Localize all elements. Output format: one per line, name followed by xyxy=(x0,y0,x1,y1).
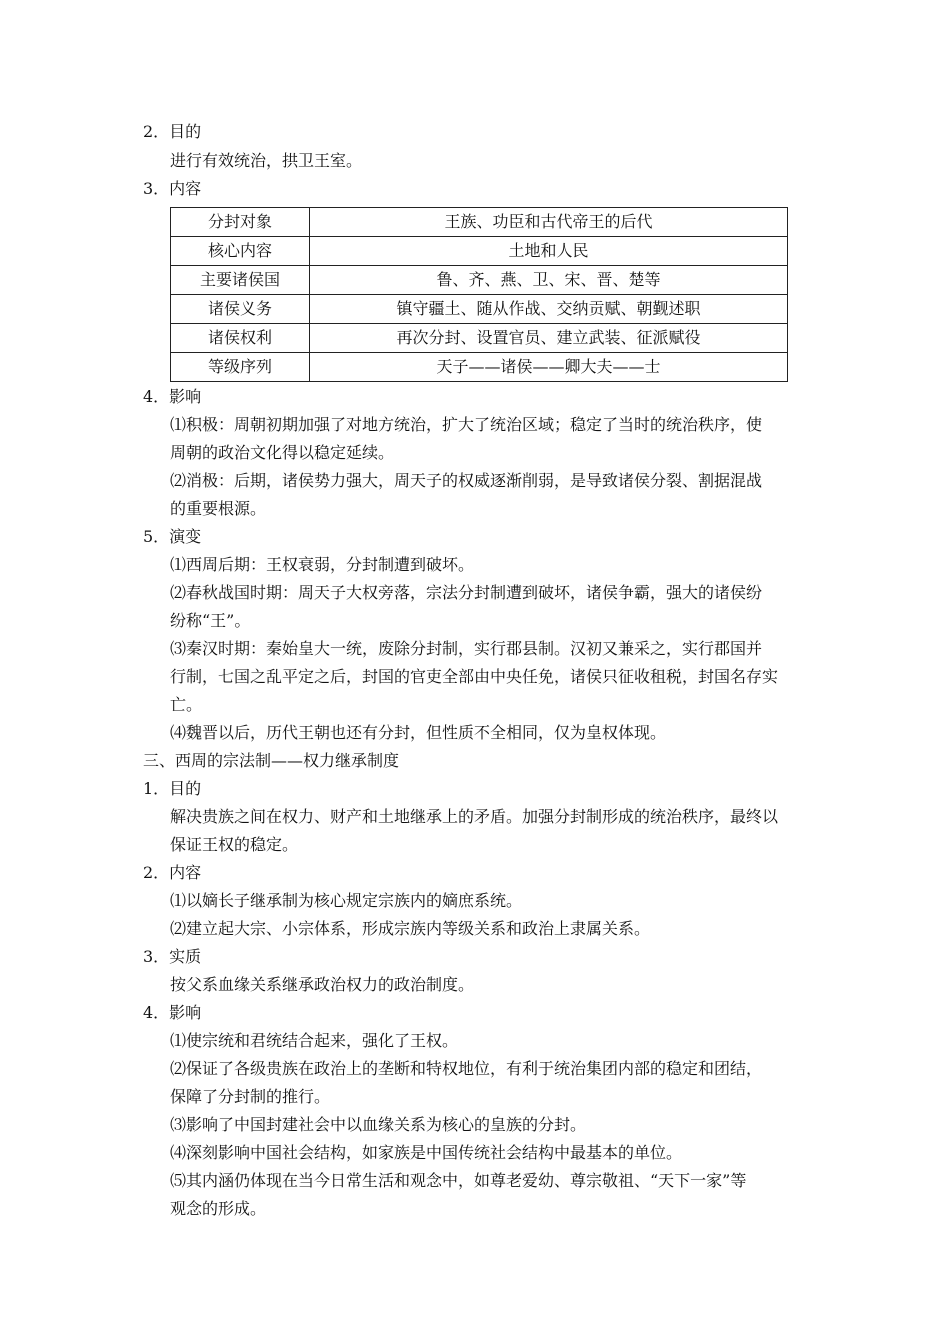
table-row xyxy=(171,324,788,353)
paragraph-line: 周朝的政治文化得以稳定延续。 xyxy=(170,443,395,462)
table-key-cell: 主要诸侯国 xyxy=(171,266,310,295)
section-heading: 4．影响 xyxy=(143,1003,202,1022)
table-key-cell: 等级序列 xyxy=(171,353,310,382)
paragraph-line: ⑸其内涵仍体现在当今日常生活和观念中，如尊老爱幼、尊宗敬祖、“天下一家”等 xyxy=(170,1171,747,1190)
paragraph-line: ⑵消极：后期，诸侯势力强大，周天子的权威逐渐削弱，是导致诸侯分裂、割据混战 xyxy=(170,471,763,490)
paragraph-line: 纷称“王”。 xyxy=(170,611,251,630)
table-row xyxy=(171,237,788,266)
paragraph-line: 的重要根源。 xyxy=(170,499,267,518)
table-row xyxy=(171,295,788,324)
table-value-cell: 镇守疆土、随从作战、交纳贡赋、朝觐述职 xyxy=(310,295,788,324)
paragraph-line: ⑵建立起大宗、小宗体系，形成宗族内等级关系和政治上隶属关系。 xyxy=(170,919,651,938)
table-value-cell: 再次分封、设置官员、建立武装、征派赋役 xyxy=(310,324,788,353)
table-row xyxy=(171,266,788,295)
table-row xyxy=(171,208,788,237)
table-value-cell: 鲁、齐、燕、卫、宋、晋、楚等 xyxy=(310,266,788,295)
table-key-cell: 诸侯权利 xyxy=(171,324,310,353)
section-heading: 2．内容 xyxy=(143,863,202,882)
enfeoffment-table xyxy=(170,207,788,382)
paragraph-line: ⑵春秋战国时期：周天子大权旁落，宗法分封制遭到破坏，诸侯争霸，强大的诸侯纷 xyxy=(170,583,763,602)
table-value-cell: 天子——诸侯——卿大夫——士 xyxy=(310,353,788,382)
paragraph-line: ⑴西周后期：王权衰弱，分封制遭到破坏。 xyxy=(170,555,475,574)
section-heading: 3．实质 xyxy=(143,947,202,966)
table-value-cell: 土地和人民 xyxy=(310,237,788,266)
table-value-cell: 王族、功臣和古代帝王的后代 xyxy=(310,208,788,237)
paragraph-line: 按父系血缘关系继承政治权力的政治制度。 xyxy=(170,975,475,994)
table-key-cell: 分封对象 xyxy=(171,208,310,237)
section-heading: 3．内容 xyxy=(143,179,202,198)
paragraph-line: ⑷深刻影响中国社会结构，如家族是中国传统社会结构中最基本的单位。 xyxy=(170,1143,683,1162)
section-heading: 1．目的 xyxy=(143,779,202,798)
table-key-cell: 核心内容 xyxy=(171,237,310,266)
section-heading: 4．影响 xyxy=(143,387,202,406)
table-row xyxy=(171,353,788,382)
paragraph-line: 解决贵族之间在权力、财产和土地继承上的矛盾。加强分封制形成的统治秩序，最终以 xyxy=(170,807,779,826)
paragraph-line: ⑴积极：周朝初期加强了对地方统治，扩大了统治区域；稳定了当时的统治秩序，使 xyxy=(170,415,763,434)
paragraph-line: ⑵保证了各级贵族在政治上的垄断和特权地位，有利于统治集团内部的稳定和团结， xyxy=(170,1059,763,1078)
section-heading: 5．演变 xyxy=(143,527,202,546)
paragraph-line: ⑶影响了中国封建社会中以血缘关系为核心的皇族的分封。 xyxy=(170,1115,587,1134)
table-key-cell: 诸侯义务 xyxy=(171,295,310,324)
section-heading: 2．目的 xyxy=(143,122,202,141)
paragraph-line: ⑶秦汉时期：秦始皇大一统，废除分封制，实行郡县制。汉初又兼采之，实行郡国并 xyxy=(170,639,763,658)
paragraph-line: ⑷魏晋以后，历代王朝也还有分封，但性质不全相同，仅为皇权体现。 xyxy=(170,723,667,742)
paragraph-line: 进行有效统治，拱卫王室。 xyxy=(170,151,363,170)
paragraph-line: 亡。 xyxy=(170,695,203,714)
paragraph-line: ⑴使宗统和君统结合起来，强化了王权。 xyxy=(170,1031,459,1050)
paragraph-line: 保证王权的稳定。 xyxy=(170,835,299,854)
paragraph-line: 观念的形成。 xyxy=(170,1199,267,1218)
paragraph-line: 保障了分封制的推行。 xyxy=(170,1087,331,1106)
part-title: 三、西周的宗法制——权力继承制度 xyxy=(143,751,400,770)
paragraph-line: ⑴以嫡长子继承制为核心规定宗族内的嫡庶系统。 xyxy=(170,891,523,910)
paragraph-line: 行制，七国之乱平定之后，封国的官吏全部由中央任免，诸侯只征收租税，封国名存实 xyxy=(170,667,779,686)
